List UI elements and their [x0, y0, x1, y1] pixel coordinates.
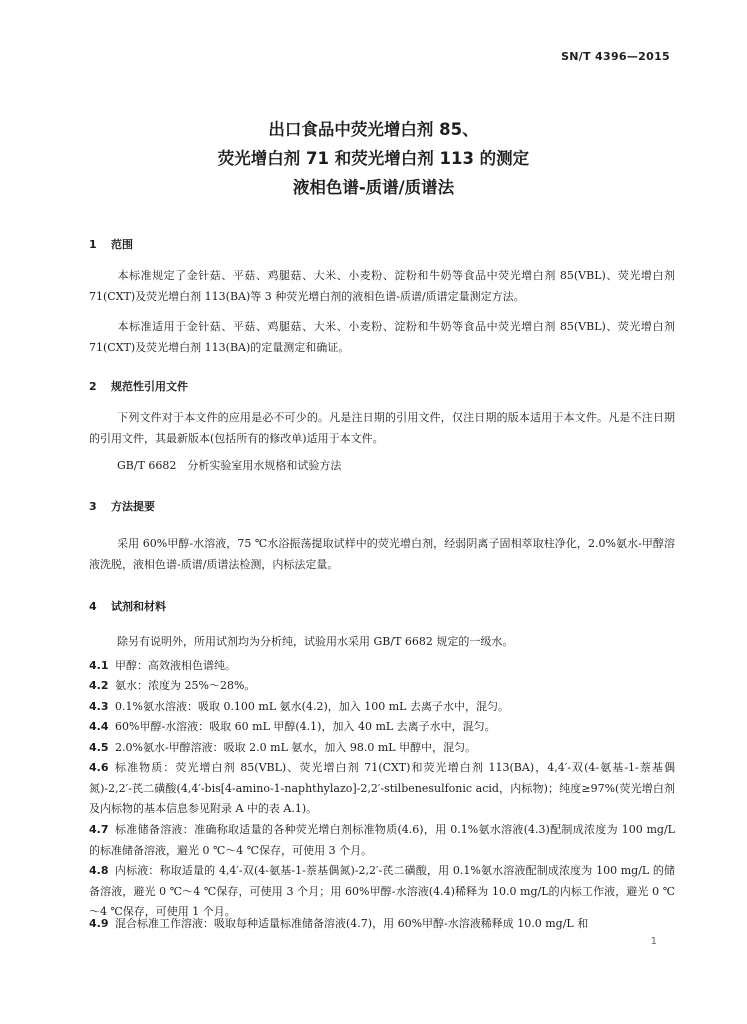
section-title: 规范性引用文件: [111, 380, 188, 393]
section-heading-method-summary: [89, 498, 155, 514]
title-line-1: 出口食品中荧光增白剂 85、: [268, 120, 479, 139]
paragraph: [89, 632, 675, 653]
item-number: 4.7: [89, 823, 109, 836]
paragraph-text: 本标准规定了金针菇、平菇、鸡腿菇、大米、小麦粉、淀粉和牛奶等食品中荧光增白剂 85(VBL)、荧光增白剂 71(CXT)及荧光增白剂 113(BA)等 3 种荧光增白剂的液相色谱-质谱/质谱定量测定方法。: [89, 269, 675, 303]
section-number: 1: [89, 238, 97, 251]
standard-code: SN/T 4396—2015: [561, 50, 670, 63]
paragraph: [89, 266, 675, 307]
item-text: 标准储备溶液：准确称取适量的各种荧光增白剂标准物质(4.6)，用 0.1%氨水溶液(4.3)配制成浓度为 100 mg/L 的标准储备溶液，避光 0 ℃～4 ℃保存，可使用 3 个月。: [89, 823, 675, 857]
section-number: 3: [89, 500, 97, 513]
list-item: [89, 914, 675, 935]
paragraph: [89, 408, 675, 449]
list-item: [89, 717, 675, 738]
section-number: 4: [89, 600, 97, 613]
list-item: [89, 697, 675, 718]
item-number: 4.5: [89, 741, 109, 754]
title-line-3: 液相色谱-质谱/质谱法: [292, 178, 455, 197]
title-line-2: 荧光增白剂 71 和荧光增白剂 113 的测定: [217, 149, 530, 168]
item-text: 混合标准工作溶液：吸取每种适量标准储备溶液(4.7)，用 60%甲醇-水溶液稀释成 10.0 mg/L 和: [115, 917, 589, 930]
paragraph-text: 采用 60%甲醇-水溶液，75 ℃水浴振荡提取试样中的荧光增白剂，经弱阴离子固相萃取柱净化，2.0%氨水-甲醇溶液洗脱，液相色谱-质谱/质谱法检测，内标法定量。: [89, 537, 675, 571]
paragraph: [89, 317, 675, 358]
section-heading-normative-references: [89, 378, 188, 394]
item-number: 4.2: [89, 679, 109, 692]
list-item: [89, 758, 675, 820]
paragraph-text: 除另有说明外，所用试剂均为分析纯，试验用水采用 GB/T 6682 规定的一级水。: [117, 635, 514, 648]
item-number: 4.6: [89, 761, 109, 774]
item-text: 2.0%氨水-甲醇溶液：吸取 2.0 mL 氨水，加入 98.0 mL 甲醇中，混匀。: [115, 741, 477, 754]
item-text: 0.1%氨水溶液：吸取 0.100 mL 氨水(4.2)，加入 100 mL 去离子水中，混匀。: [115, 700, 509, 713]
section-title: 方法提要: [111, 500, 155, 513]
paragraph-text: 下列文件对于本文件的应用是必不可少的。凡是注日期的引用文件，仅注日期的版本适用于本文件。凡是不注日期的引用文件，其最新版本(包括所有的修改单)适用于本文件。: [89, 411, 675, 445]
item-text: 标准物质：荧光增白剂 85(VBL)、荧光增白剂 71(CXT)和荧光增白剂 113(BA)，4,4′-双(4-氨基-1-萘基偶氮)-2,2′-芪二磺酸(4,4′-bis[4-amino-1-naphthylazo]-2,2′-stilbenesulfonic acid，内标物)；纯度≥97%(荧光增白剂及内标物的基本信息参见附录 A 中的表 A.1)。: [89, 761, 675, 815]
list-item: [89, 656, 675, 677]
paragraph: [89, 534, 675, 575]
section-heading-scope: [89, 236, 133, 252]
document-title: [0, 115, 747, 202]
item-number: 4.9: [89, 917, 109, 930]
item-number: 4.8: [89, 864, 109, 877]
item-text: 内标液：称取适量的 4,4′-双(4-氨基-1-萘基偶氮)-2,2′-芪二磺酸，用 0.1%氨水溶液配制成浓度为 100 mg/L 的储备溶液，避光 0 ℃～4 ℃保存，可使用 3 个月；用 60%甲醇-水溶液(4.4)稀释为 10.0 mg/L的内标工作液，避光 0 ℃～4 ℃保存，可使用 1 个月。: [89, 864, 675, 918]
item-number: 4.1: [89, 659, 109, 672]
paragraph-text: 本标准适用于金针菇、平菇、鸡腿菇、大米、小麦粉、淀粉和牛奶等食品中荧光增白剂 85(VBL)、荧光增白剂 71(CXT)及荧光增白剂 113(BA)的定量测定和确证。: [89, 320, 675, 354]
reference-text: GB/T 6682 分析实验室用水规格和试验方法: [117, 459, 342, 472]
section-number: 2: [89, 380, 97, 393]
item-number: 4.4: [89, 720, 109, 733]
section-title: 试剂和材料: [111, 600, 166, 613]
list-item: [89, 820, 675, 861]
section-heading-reagents: [89, 598, 166, 614]
item-text: 60%甲醇-水溶液：吸取 60 mL 甲醇(4.1)，加入 40 mL 去离子水中，混匀。: [115, 720, 496, 733]
reference-entry: [89, 456, 675, 477]
item-text: 甲醇：高效液相色谱纯。: [115, 659, 236, 672]
list-item: [89, 738, 675, 759]
item-number: 4.3: [89, 700, 109, 713]
section-title: 范围: [111, 238, 133, 251]
page-number: 1: [650, 936, 657, 947]
list-item: [89, 676, 675, 697]
item-text: 氨水：浓度为 25%～28%。: [115, 679, 256, 692]
